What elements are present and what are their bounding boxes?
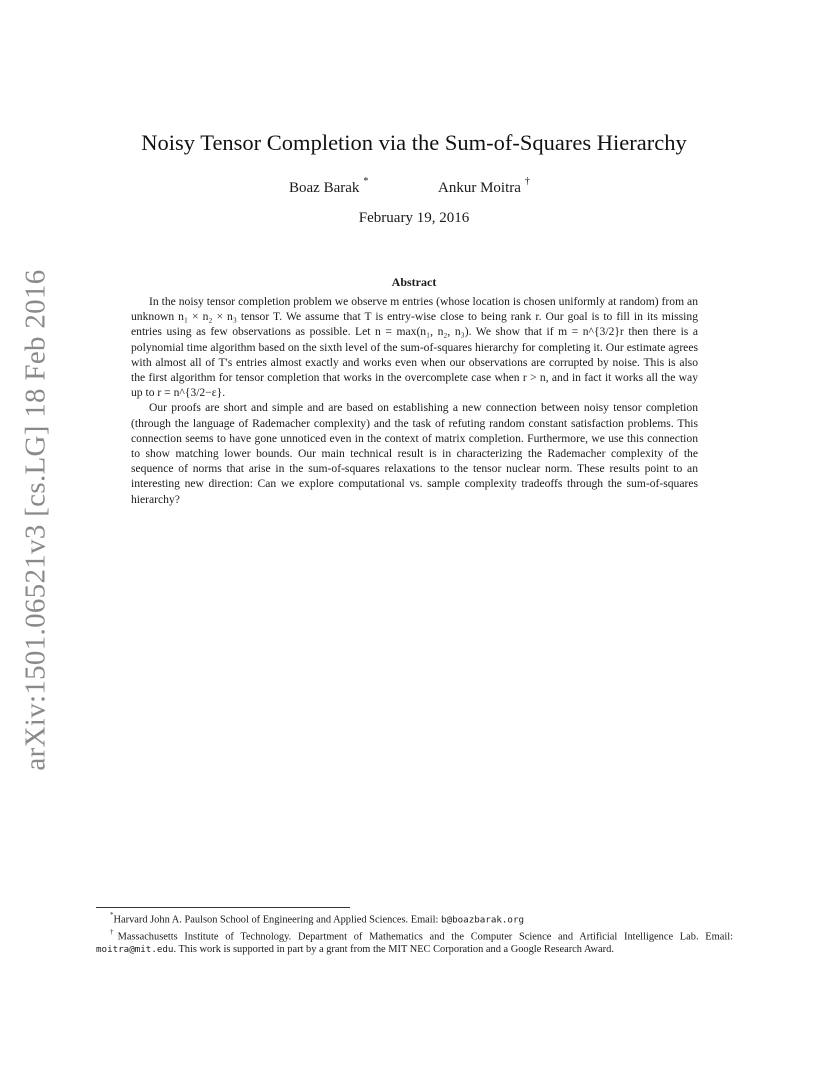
author-footnote-mark: † [524,176,530,187]
footnote-mark: * [110,911,114,919]
email-link[interactable]: b@boazbarak.org [441,914,525,926]
footnote-text: Harvard John A. Paulson School of Engineering and Applied Sciences. Email: [113,914,442,926]
abstract-paragraph: In the noisy tensor completion problem we observe m entries (whose location is chosen uniformly at random) from an unknown n₁ × n₂ × n₃ tensor T. We assume that T is entry-wise close to being rank r. Our goal is to fill in its missing entries using as few observations as possible. Let n = max(n₁, n₂, n₃). We show that if m = n^{3/2}r then there is a polynomial time algorithm based on the sixth level of the sum-of-squares hierarchy for completing it. Our estimate agrees with almost all of T's entries almost exactly and works even when our observations are corrupted by noise. This is also the first algorithm for tensor completion that works in the overcomplete case when r > n, and in fact it works all the way up to r = n^{3/2−ε}. [131,295,698,400]
author-footnote-mark: * [363,176,369,187]
abstract-heading: Abstract [391,275,437,289]
footnote-text: Massachusetts Institute of Technology. Department of Mathematics and the Computer Science and Artificial Intelligence Lab. Email: [117,931,733,943]
footnote-separator [96,907,350,908]
footnotes [96,910,733,957]
paper-date: February 19, 2016 [358,210,470,226]
author-name: Boaz Barak [289,180,360,196]
arxiv-identifier-stamp: arXiv:1501.06521v3 [cs.LG] 18 Feb 2016 [19,269,52,771]
footnote-mark: † [110,927,118,936]
abstract-paragraph: Our proofs are short and simple and are based on establishing a new connection between noisy tensor completion (through the language of Rademacher complexity) and the task of refuting random constant satisfaction problems. This connection seems to have gone unnoticed even in the context of matrix completion. Furthermore, we use this connection to show matching lower bounds. Our main technical result is in characterizing the Rademacher complexity of the sequence of norms that arise in the sum-of-squares relaxations to the tensor nuclear norm. These results point to an interesting new direction: Can we explore computational vs. sample complexity tradeoffs through the sum-of-squares hierarchy? [131,401,698,506]
footnote-affiliation-moitra [96,927,733,957]
abstract-body [131,294,698,507]
footnote-affiliation-barak [96,910,733,927]
author-name: Ankur Moitra [438,180,521,196]
footnote-text-after: . This work is supported in part by a grant from the MIT NEC Corporation and a Google Research Award. [173,944,614,956]
author-moitra [438,178,530,197]
email-link[interactable]: moitra@mit.edu [96,944,174,956]
author-barak [289,178,368,197]
paper-title: Noisy Tensor Completion via the Sum-of-Squares Hierarchy [141,130,687,155]
